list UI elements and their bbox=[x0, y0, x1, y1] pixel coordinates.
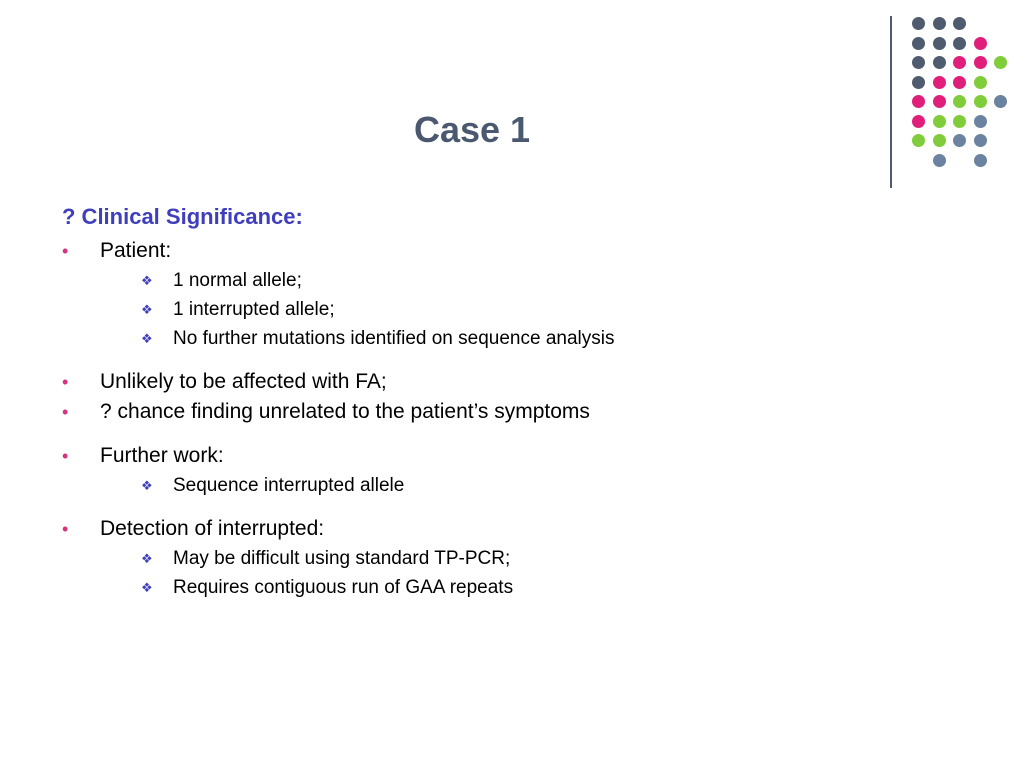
sub-bullet-text: Requires contiguous run of GAA repeats bbox=[173, 577, 514, 598]
bullet-unlikely-affected bbox=[62, 367, 962, 397]
dot-pink bbox=[974, 37, 987, 50]
section-heading: ? Clinical Significance: bbox=[62, 204, 303, 229]
diamond-bullet-icon: ❖ bbox=[141, 478, 153, 493]
dot-pink bbox=[933, 95, 946, 108]
dot-pink bbox=[912, 95, 925, 108]
dot-green bbox=[933, 115, 946, 128]
bullet-patient bbox=[62, 236, 962, 266]
dot-blue bbox=[953, 134, 966, 147]
diamond-bullet-icon: ❖ bbox=[141, 273, 153, 288]
sub-bullet bbox=[62, 295, 962, 324]
dot-gray bbox=[933, 56, 946, 69]
dot-green bbox=[933, 134, 946, 147]
sub-bullet-text: No further mutations identified on sequence analysis bbox=[173, 328, 615, 349]
dot-green bbox=[974, 95, 987, 108]
diamond-bullet-icon: ❖ bbox=[141, 580, 153, 595]
dot-green bbox=[994, 56, 1007, 69]
sub-bullet bbox=[62, 266, 962, 295]
bullet-chance-finding bbox=[62, 397, 962, 427]
dot-pink bbox=[933, 76, 946, 89]
bullet-detection bbox=[62, 514, 962, 544]
dot-blue bbox=[974, 115, 987, 128]
slide-content bbox=[62, 198, 962, 602]
sub-bullet-text: 1 interrupted allele; bbox=[173, 299, 335, 320]
dot-gray bbox=[953, 17, 966, 30]
dot-green bbox=[953, 95, 966, 108]
bullet-text: Detection of interrupted: bbox=[100, 517, 325, 540]
bullet-marker: • bbox=[62, 446, 69, 466]
dot-blue bbox=[974, 134, 987, 147]
sub-bullet-text: Sequence interrupted allele bbox=[173, 475, 405, 496]
dot-gray bbox=[933, 37, 946, 50]
bullet-further-work bbox=[62, 441, 962, 471]
dot-blue bbox=[933, 154, 946, 167]
bullet-marker: • bbox=[62, 402, 69, 422]
dot-green bbox=[974, 76, 987, 89]
bullet-text: Unlikely to be affected with FA; bbox=[100, 370, 387, 393]
bullet-marker: • bbox=[62, 519, 69, 539]
dot-gray bbox=[912, 17, 925, 30]
diamond-bullet-icon: ❖ bbox=[141, 331, 153, 346]
dot-gray bbox=[912, 37, 925, 50]
dot-gray bbox=[933, 17, 946, 30]
dot-pink bbox=[912, 115, 925, 128]
bullet-text: Patient: bbox=[100, 239, 172, 262]
dot-pink bbox=[953, 76, 966, 89]
diamond-bullet-icon: ❖ bbox=[141, 551, 153, 566]
bullet-marker: • bbox=[62, 372, 69, 392]
dot-gray bbox=[912, 56, 925, 69]
dot-pink bbox=[974, 56, 987, 69]
dot-pink bbox=[953, 56, 966, 69]
sub-bullet bbox=[62, 573, 962, 602]
bullet-marker: • bbox=[62, 241, 69, 261]
bullet-text: Further work: bbox=[100, 444, 224, 467]
dot-blue bbox=[974, 154, 987, 167]
dot-green bbox=[953, 115, 966, 128]
sub-bullet-text: 1 normal allele; bbox=[173, 270, 302, 291]
bullet-text: ? chance finding unrelated to the patient’s symptoms bbox=[100, 400, 590, 423]
sub-bullet bbox=[62, 544, 962, 573]
slide-title: Case 1 bbox=[413, 109, 531, 150]
diamond-bullet-icon: ❖ bbox=[141, 302, 153, 317]
dot-green bbox=[912, 134, 925, 147]
dot-gray bbox=[912, 76, 925, 89]
sub-bullet-text: May be difficult using standard TP-PCR; bbox=[173, 548, 511, 569]
dot-gray bbox=[953, 37, 966, 50]
dot-blue bbox=[994, 95, 1007, 108]
sub-bullet bbox=[62, 324, 962, 353]
sub-bullet bbox=[62, 471, 962, 500]
